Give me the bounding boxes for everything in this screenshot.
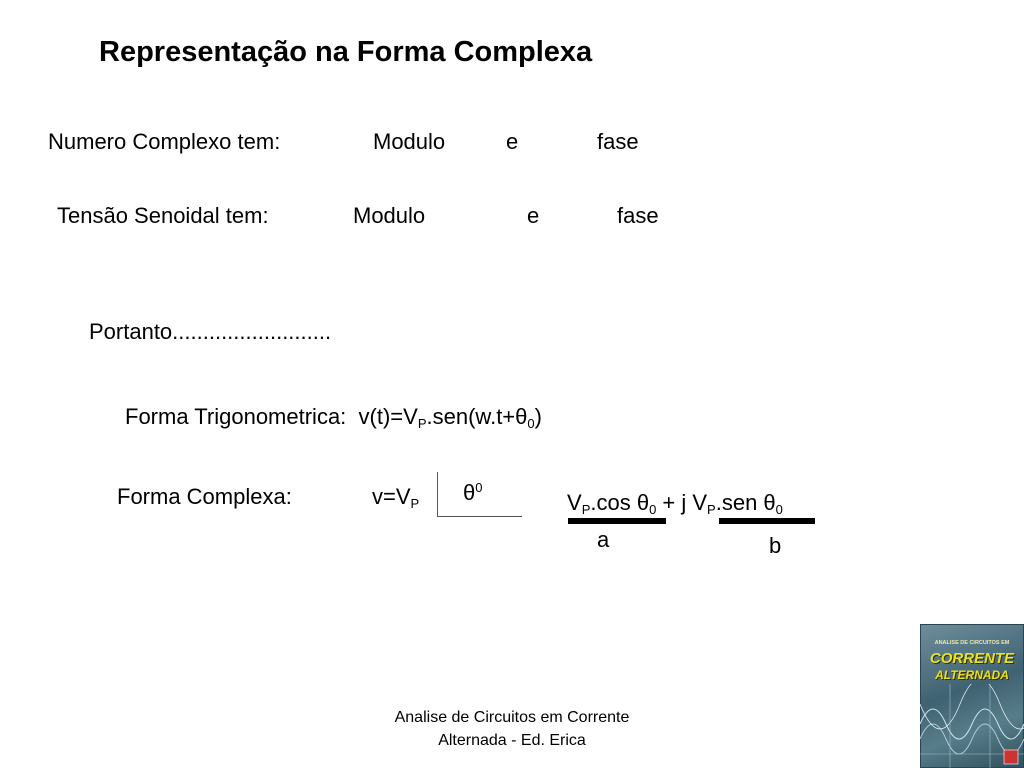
trig-label: Forma Trigonometrica: — [125, 404, 347, 429]
rect-cos: .cos θ — [590, 490, 650, 515]
rect-plus-j: + j V — [656, 490, 708, 515]
portanto-text: Portanto.......................... — [89, 319, 332, 344]
tensao-senoidal-fase: fase — [617, 203, 659, 228]
footer-line-2: Alternada - Ed. Erica — [438, 732, 586, 749]
trig-expr-a: v(t)=V — [358, 404, 418, 429]
label-a: a — [597, 527, 610, 552]
book-cover-top-text: ANALISE DE CIRCUITOS EM — [934, 640, 1010, 646]
rect-sub-01: 0 — [649, 502, 657, 517]
trig-expr-c: ) — [534, 404, 542, 429]
rect-sub-p1: P — [581, 502, 591, 517]
polar-sub-p: P — [410, 496, 420, 511]
rect-sen: .sen θ — [715, 490, 776, 515]
polar-sup-0: 0 — [475, 480, 483, 495]
numero-complexo-label: Numero Complexo tem: — [48, 129, 281, 154]
tensao-senoidal-modulo: Modulo — [353, 203, 426, 228]
page-title: Representação na Forma Complexa — [99, 36, 593, 68]
angle-symbol-horizontal — [437, 516, 522, 517]
underline-a — [568, 518, 666, 524]
footer-citation — [340, 706, 684, 752]
book-cover-image — [920, 624, 1024, 768]
numero-complexo-fase: fase — [597, 129, 639, 154]
polar-angle — [463, 480, 482, 506]
angle-symbol-vertical — [437, 472, 438, 517]
book-cover-title-2: ALTERNADA — [935, 668, 1009, 682]
book-cover-waveform-graphic — [920, 684, 1024, 768]
polar-magnitude — [372, 484, 419, 510]
numero-complexo-modulo: Modulo — [373, 129, 446, 154]
label-b: b — [769, 533, 782, 558]
tensao-senoidal-e: e — [527, 203, 540, 228]
trig-sub-0: 0 — [527, 416, 535, 431]
book-cover-title-1: CORRENTE — [929, 650, 1015, 667]
trig-sub-p: P — [417, 416, 427, 431]
underline-b — [719, 518, 815, 524]
rectangular-form — [567, 490, 783, 516]
polar-theta: θ — [463, 480, 476, 505]
tensao-senoidal-label: Tensão Senoidal tem: — [57, 203, 269, 228]
footer-line-1: Analise de Circuitos em Corrente — [394, 709, 630, 726]
rect-sub-02: 0 — [775, 502, 783, 517]
trig-expr-b: .sen(w.t+θ — [426, 404, 528, 429]
polar-v-eq: v=V — [372, 484, 411, 509]
rect-sub-p2: P — [707, 502, 716, 517]
forma-trigonometrica — [125, 404, 542, 430]
forma-complexa-label: Forma Complexa: — [117, 484, 292, 509]
rect-vp1: V — [567, 490, 582, 515]
numero-complexo-e: e — [506, 129, 519, 154]
